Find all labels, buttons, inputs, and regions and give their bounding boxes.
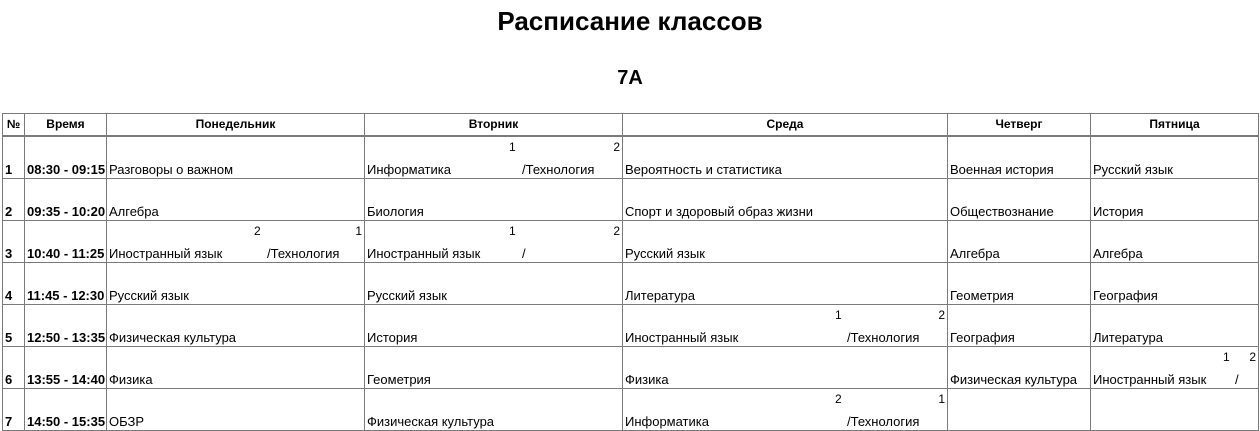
group-1-number: 2	[254, 223, 261, 238]
lesson-cell-wed: Физика	[623, 346, 948, 388]
lesson-cell-fri	[1091, 388, 1259, 430]
lesson-cell-mon: ОБЗР	[107, 388, 365, 430]
lesson-cell-wed	[623, 388, 948, 430]
group-1-number: 1	[1223, 349, 1230, 364]
lesson-cell-thu: Геометрия	[948, 262, 1091, 304]
lesson-number: 7	[3, 388, 25, 430]
lesson-number: 2	[3, 178, 25, 220]
table-row	[3, 178, 1259, 220]
lesson-cell-thu	[948, 388, 1091, 430]
lesson-cell-wed: Вероятность и статистика	[623, 136, 948, 179]
table-row	[3, 262, 1259, 304]
group-1-subject: Иностранный язык	[1093, 371, 1207, 387]
group-1-number: 1	[509, 139, 516, 154]
lesson-cell-fri	[1091, 346, 1259, 388]
lesson-number: 3	[3, 220, 25, 262]
group-2-subject: /	[1235, 371, 1239, 387]
group-1-subject: Иностранный язык	[367, 245, 481, 261]
group-1-subject: Информатика	[367, 161, 451, 177]
lesson-cell-tue: История	[365, 304, 623, 346]
table-row	[3, 388, 1259, 430]
header-thursday: Четверг	[948, 114, 1091, 136]
group-1-subject: Иностранный язык	[625, 329, 739, 345]
lesson-cell-fri: Литература	[1091, 304, 1259, 346]
lesson-cell-tue: Русский язык	[365, 262, 623, 304]
lesson-cell-wed	[623, 304, 948, 346]
lesson-cell-fri: Русский язык	[1091, 136, 1259, 179]
group-2-number: 2	[1249, 349, 1256, 364]
lesson-cell-tue: Биология	[365, 178, 623, 220]
lesson-time: 13:55 - 14:40	[25, 346, 107, 388]
lesson-cell-fri: Алгебра	[1091, 220, 1259, 262]
group-2-number: 2	[613, 223, 620, 238]
lesson-number: 6	[3, 346, 25, 388]
header-monday: Понедельник	[107, 114, 365, 136]
split-lesson	[367, 137, 620, 177]
lesson-cell-mon: Разговоры о важном	[107, 136, 365, 179]
lesson-cell-mon: Физика	[107, 346, 365, 388]
table-row	[3, 136, 1259, 179]
lesson-cell-fri: История	[1091, 178, 1259, 220]
group-2-subject: /	[522, 245, 526, 261]
page-title: Расписание классов	[497, 6, 763, 36]
lesson-time: 08:30 - 09:15	[25, 136, 107, 179]
lesson-number: 5	[3, 304, 25, 346]
group-2-number: 2	[938, 307, 945, 322]
lesson-cell-wed: Литература	[623, 262, 948, 304]
lesson-cell-thu: География	[948, 304, 1091, 346]
lesson-cell-fri: География	[1091, 262, 1259, 304]
lesson-cell-mon: Физическая культура	[107, 304, 365, 346]
lesson-cell-mon: Русский язык	[107, 262, 365, 304]
lesson-cell-thu: Алгебра	[948, 220, 1091, 262]
lesson-time: 11:45 - 12:30	[25, 262, 107, 304]
group-2-number: 2	[613, 139, 620, 154]
group-2-subject: /Технология	[267, 245, 340, 261]
class-name: 7А	[617, 67, 643, 89]
table-row	[3, 304, 1259, 346]
lesson-cell-mon	[107, 220, 365, 262]
lesson-time: 09:35 - 10:20	[25, 178, 107, 220]
header-friday: Пятница	[1091, 114, 1259, 136]
schedule-table	[2, 113, 1259, 431]
lesson-cell-thu: Военная история	[948, 136, 1091, 179]
header-num: №	[3, 114, 25, 136]
lesson-cell-tue	[365, 136, 623, 179]
group-2-subject: /Технология	[847, 329, 920, 345]
lesson-cell-tue: Геометрия	[365, 346, 623, 388]
lesson-cell-tue	[365, 220, 623, 262]
lesson-time: 10:40 - 11:25	[25, 220, 107, 262]
group-2-number: 1	[355, 223, 362, 238]
group-1-number: 2	[835, 391, 842, 406]
split-lesson	[109, 221, 362, 261]
group-1-subject: Иностранный язык	[109, 245, 223, 261]
header-wednesday: Среда	[623, 114, 948, 136]
lesson-cell-wed: Спорт и здоровый образ жизни	[623, 178, 948, 220]
lesson-number: 1	[3, 136, 25, 179]
split-lesson	[367, 221, 620, 261]
lesson-time: 14:50 - 15:35	[25, 388, 107, 430]
group-1-subject: Информатика	[625, 413, 709, 429]
split-lesson	[1093, 347, 1256, 387]
lesson-cell-mon: Алгебра	[107, 178, 365, 220]
group-2-number: 1	[938, 391, 945, 406]
header-row	[3, 114, 1259, 136]
lesson-number: 4	[3, 262, 25, 304]
group-2-subject: /Технология	[522, 161, 595, 177]
lesson-cell-thu: Обществознание	[948, 178, 1091, 220]
lesson-cell-thu: Физическая культура	[948, 346, 1091, 388]
header-tuesday: Вторник	[365, 114, 623, 136]
split-lesson	[625, 305, 945, 345]
header-time: Время	[25, 114, 107, 136]
group-2-subject: /Технология	[847, 413, 920, 429]
split-lesson	[625, 389, 945, 429]
table-row	[3, 220, 1259, 262]
lesson-time: 12:50 - 13:35	[25, 304, 107, 346]
group-1-number: 1	[835, 307, 842, 322]
lesson-cell-wed: Русский язык	[623, 220, 948, 262]
group-1-number: 1	[509, 223, 516, 238]
lesson-cell-tue: Физическая культура	[365, 388, 623, 430]
table-row	[3, 346, 1259, 388]
